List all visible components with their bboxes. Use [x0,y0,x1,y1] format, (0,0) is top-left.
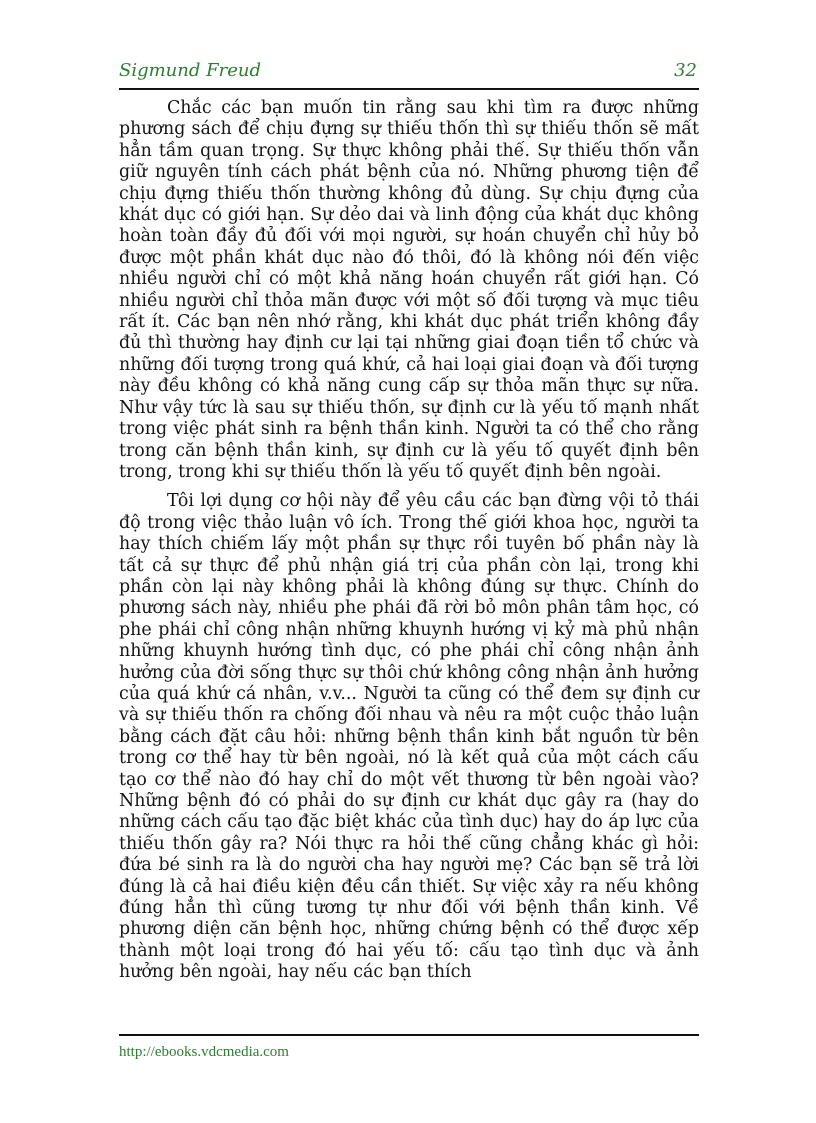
paragraph: Chắc các bạn muốn tin rằng sau khi tìm ra được những phương sách để chịu đựng sự thiếu thốn thì sự thiếu thốn sẽ mất hẳn tầm quan trọng. Sự thực không phải thế. Sự thiếu thốn vẫn giữ nguyên tính cách phát bệnh của nó. Những phương tiện để chịu đựng thiếu thốn thường không đủ dùng. Sự chịu đựng của khát dục có giới hạn. Sự dẻo dai và linh động của khát dục không hoàn toàn đầy đủ đối với mọi người, sự hoán chuyển chỉ hủy bỏ được một phần khát dục nào đó thôi, đó là không nói đến việc nhiều người chỉ có một khả năng hoán chuyển rất giới hạn. Có nhiều người chỉ thỏa mãn được với một số đối tượng và mục tiêu rất ít. Các bạn nên nhớ rằng, khi khát dục phát triển không đầy đủ thì thường hay định cư lại tại những giai đoạn tiền tổ chức và những đối tượng trong quá khứ, cả hai loại giai đoạn và đối tượng này đều không có khả năng cung cấp sự thỏa mãn thực sự nữa. Như vậy tức là sau sự thiếu thốn, sự định cư là yếu tố mạnh nhất trong việc phát sinh ra bệnh thần kinh. Người ta có thể cho rằng trong căn bệnh thần kinh, sự định cư là yếu tố quyết định bên trong, trong khi sự thiếu thốn là yếu tố quyết định bên ngoài. [119,98,699,482]
author-name: Sigmund Freud [119,60,261,81]
page-number: 32 [674,60,697,81]
footer-divider [119,1034,699,1036]
footer-link[interactable]: http://ebooks.vdcmedia.com [119,1044,289,1060]
paragraph: Tôi lợi dụng cơ hội này để yêu cầu các bạn đừng vội tỏ thái độ trong việc thảo luận vô ích. Trong thế giới khoa học, người ta hay thích chiếm lấy một phần sự thực rồi tuyên bố phần này là tất cả sự thực để phủ nhận giá trị của phần còn lại, trong khi phần còn lại này không phải là không đúng sự thực. Chính do phương sách này, nhiều phe phái đã rời bỏ môn phân tâm học, có phe phái chỉ công nhận những khuynh hướng vị kỷ mà phủ nhận những khuynh hướng tình dục, có phe phái chỉ công nhận ảnh hưởng của đời sống thực sự thôi chứ không công nhận ảnh hưởng của quá khứ cá nhân, v.v... Người ta cũng có thể đem sự định cư và sự thiếu thốn ra chống đối nhau và nêu ra một cuộc thảo luận bằng cách đặt câu hỏi: những bệnh thần kinh bắt nguồn từ bên trong cơ thể hay từ bên ngoài, nó là kết quả của một cách cấu tạo cơ thể nào đó hay chỉ do một vết thương từ bên ngoài vào? Những bệnh đó có phải do sự định cư khát dục gây ra (hay do những cách cấu tạo đặc biệt khác của tình dục) hay do áp lực của thiếu thốn gây ra? Nói thực ra hỏi thế cũng chẳng khác gì hỏi: đứa bé sinh ra là do người cha hay người mẹ? Các bạn sẽ trả lời đúng là cả hai điều kiện đều cần thiết. Sự việc xảy ra nếu không đúng hẳn thì cũng tương tự như đối với bệnh thần kinh. Về phương diện căn bệnh học, những chứng bệnh có thể được xếp thành một loại trong đó hai yếu tố: cấu tạo tình dục và ảnh hưởng bên ngoài, hay nếu các bạn thích [119,491,699,983]
running-header [119,58,699,90]
body-text [119,98,699,992]
